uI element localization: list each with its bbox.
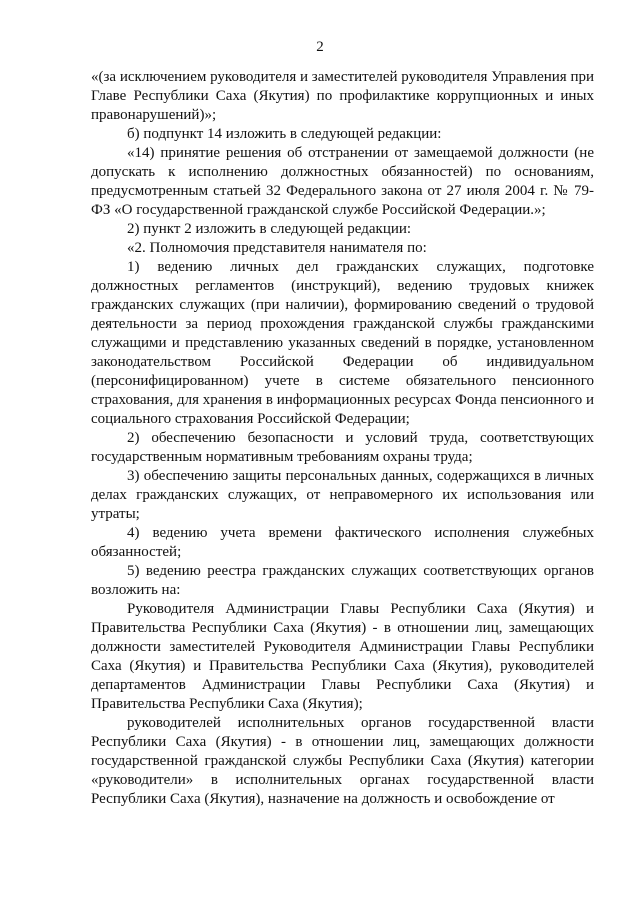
paragraph: 2) пункт 2 изложить в следующей редакции: (127, 221, 412, 237)
paragraph: Руководителя Администрации Главы Республики Саха (Якутия) и Правительства Республики Саха (Якутия) - в отношении лиц, замещающих должности заместителей Руководителя Администрации Главы Республики Саха (Якутия) и Правительства Республики Саха (Якутия), руководителей департаментов Администрации Главы Республики Саха (Якутия) и Правительства Республики Саха (Якутия); (91, 601, 594, 712)
paragraph: 5) ведению реестра гражданских служащих соответствующих органов возложить на: (91, 563, 594, 598)
document-body (91, 68, 594, 809)
paragraph: 4) ведению учета времени фактического исполнения служебных обязанностей; (91, 525, 594, 560)
paragraph: 1) ведению личных дел гражданских служащих, подготовке должностных регламентов (инструкций), ведению трудовых книжек гражданских служащих (при наличии), формированию сведений о трудовой деятельности за период прохождения гражданской службы гражданскими служащими и представлению указанных сведений в порядке, установленном законодательством Российской Федерации об индивидуальном (персонифицированном) учете в системе обязательного пенсионного страхования, для хранения в информационных ресурсах Фонда пенсионного и социального страхования Российской Федерации; (91, 259, 594, 427)
paragraph: б) подпункт 14 изложить в следующей редакции: (127, 126, 442, 142)
page-number: 2 (316, 39, 324, 55)
paragraph: 3) обеспечению защиты персональных данных, содержащихся в личных делах гражданских служащих, от неправомерного их использования или утраты; (91, 468, 594, 522)
paragraph: «14) принятие решения об отстранении от замещаемой должности (не допускать к исполнению должностных обязанностей) по основаниям, предусмотренным статьей 32 Федерального закона от 27 июля 2004 г. № 79-ФЗ «О государственной гражданской службе Российской Федерации.»; (91, 145, 594, 218)
paragraph: «2. Полномочия представителя нанимателя по: (127, 240, 427, 256)
paragraph: 2) обеспечению безопасности и условий труда, соответствующих государственным нормативным требованиям охраны труда; (91, 430, 594, 465)
paragraph: руководителей исполнительных органов государственной власти Республики Саха (Якутия) - в отношении лиц, замещающих должности государственной гражданской службы Республики Саха (Якутия) категории «руководители» в исполнительных органах государственной власти Республики Саха (Якутия), назначение на должность и освобождение от (91, 715, 594, 807)
paragraph: «(за исключением руководителя и заместителей руководителя Управления при Главе Республики Саха (Якутия) по профилактике коррупционных и иных правонарушений)»; (91, 69, 594, 123)
